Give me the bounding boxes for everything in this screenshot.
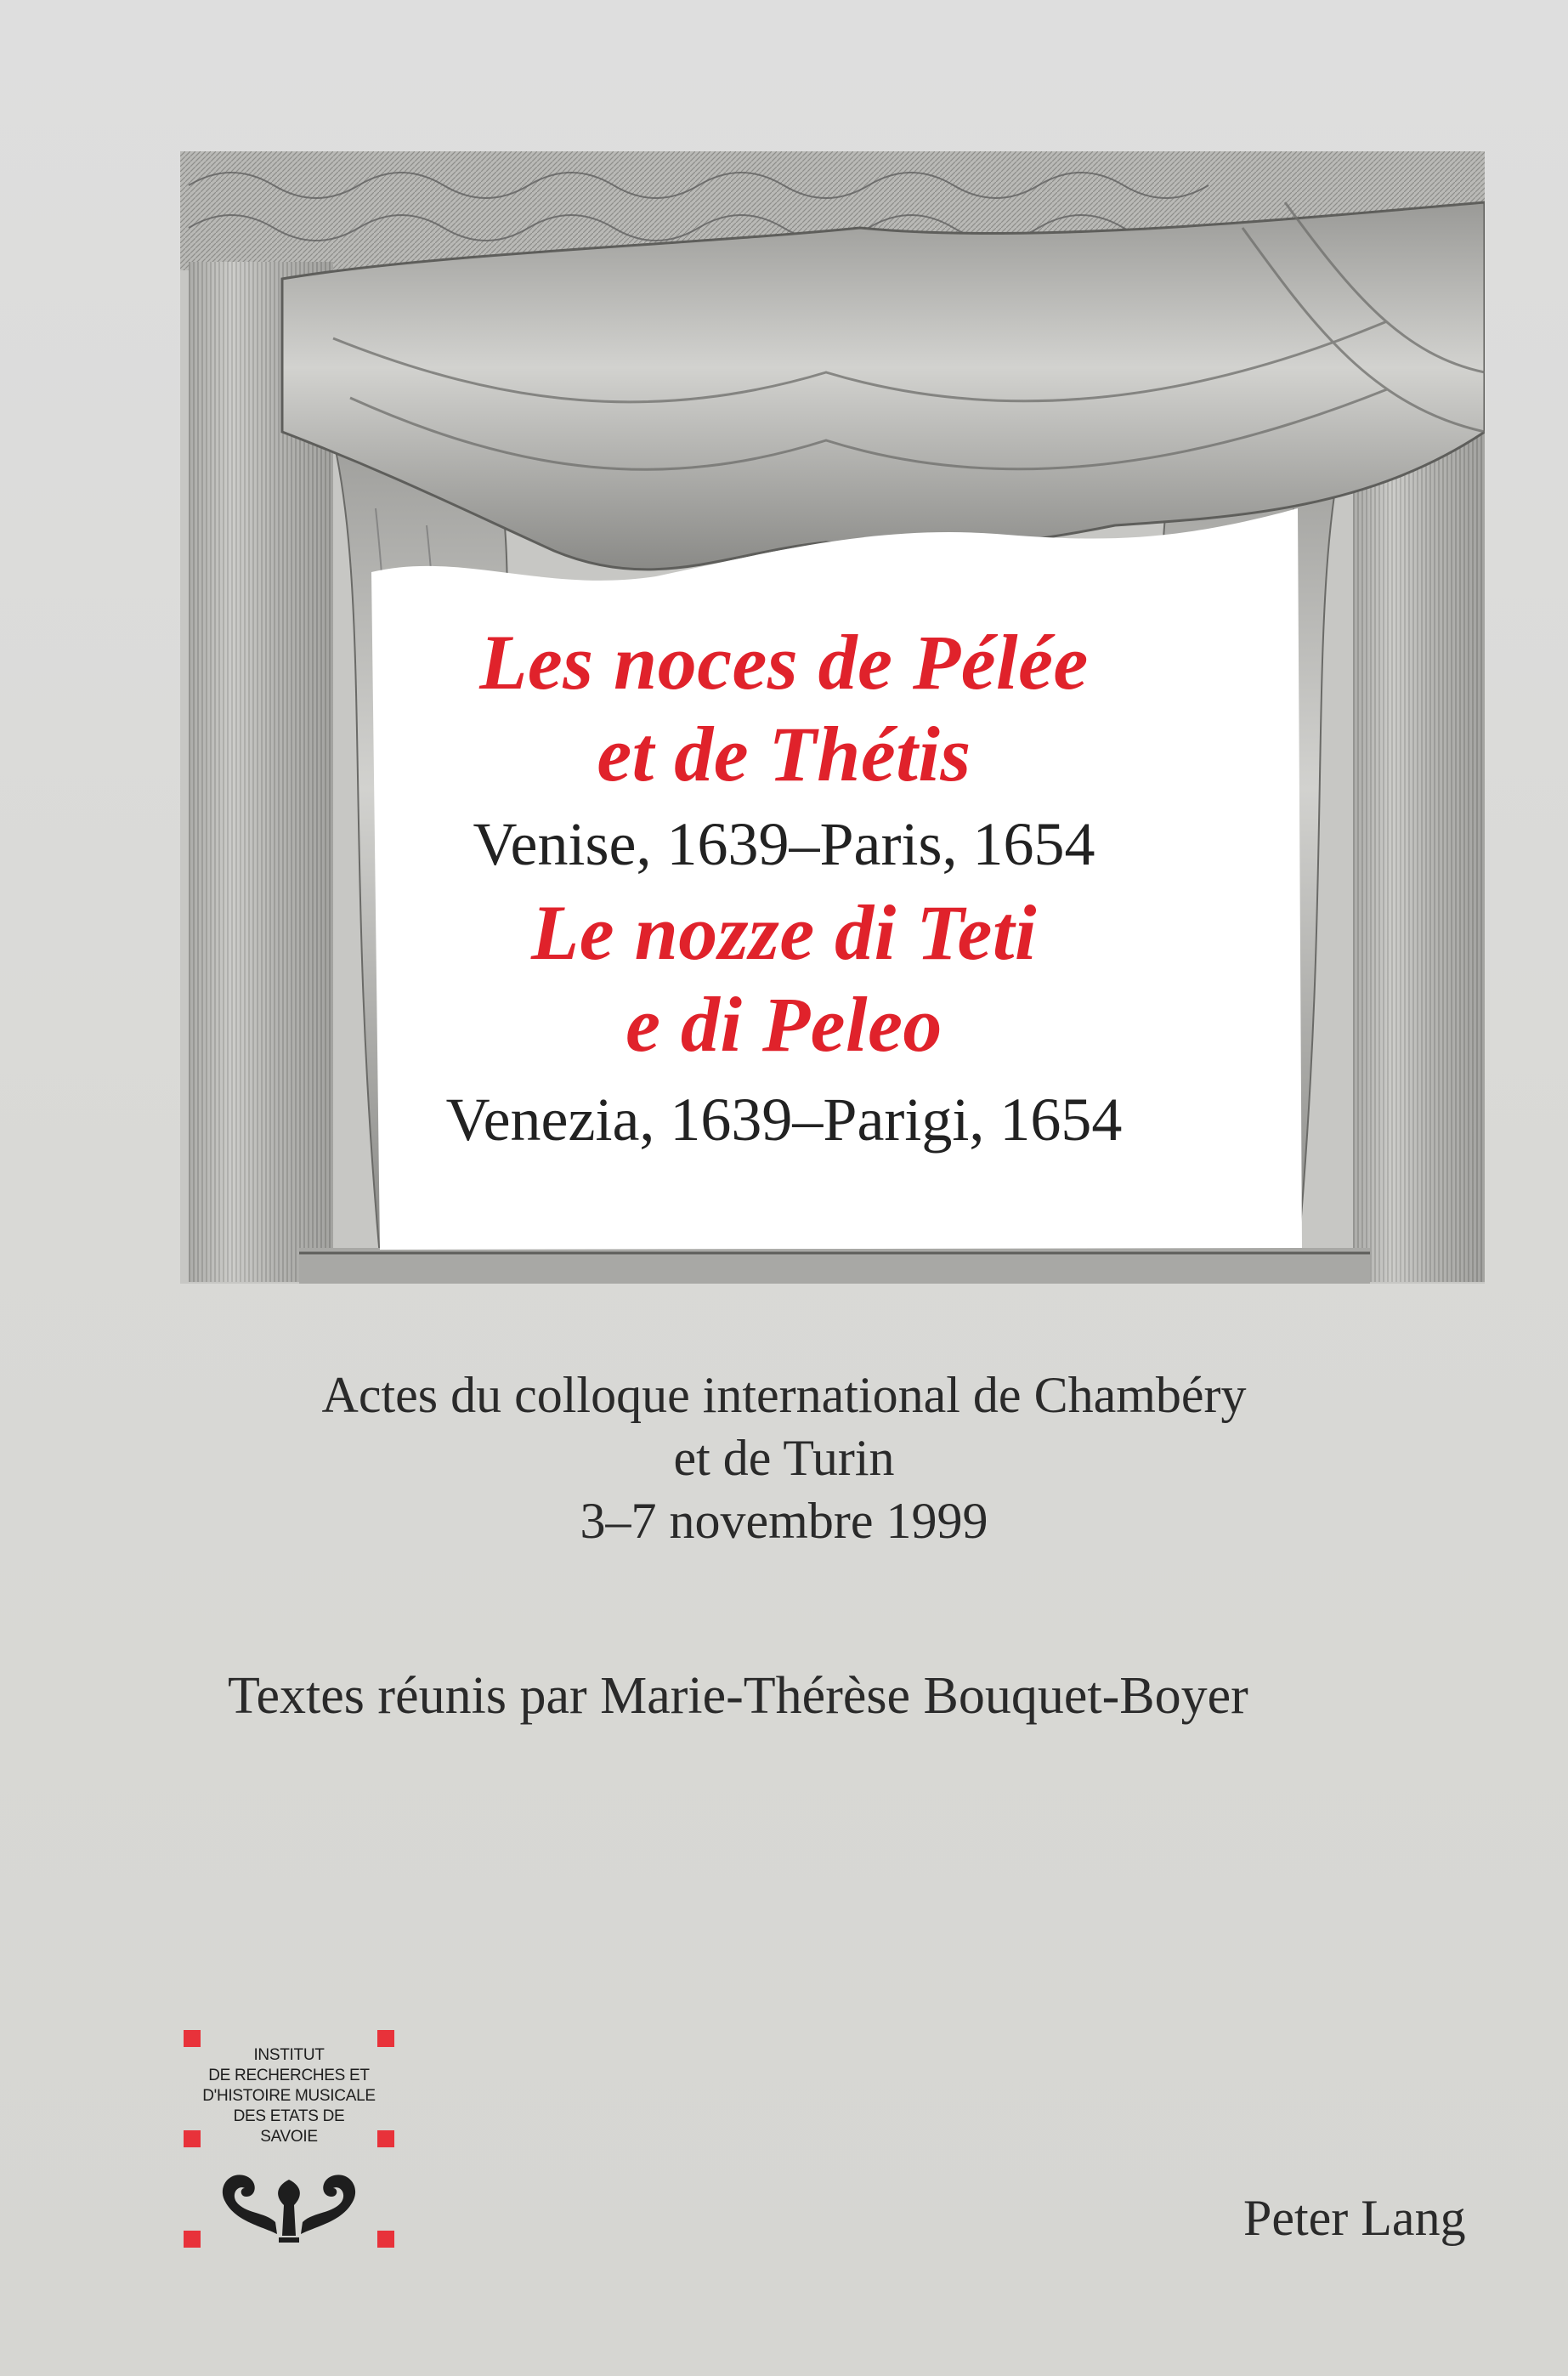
title-block [0,616,1568,1159]
institute-line1: INSTITUT [253,2046,325,2064]
institute-logo [175,2030,403,2248]
publisher-name: Peter Lang [1243,2190,1466,2246]
title-italian-line1: Le nozze di Teti [531,889,1037,976]
institute-line4: DES ETATS DE [233,2107,345,2125]
proceedings-line1: Actes du colloque international de Chambéry [321,1367,1247,1423]
place-italian: Venezia, 1639–Parigi, 1654 [445,1086,1123,1154]
title-french-line2: et de Thétis [597,711,971,797]
title-french-line1: Les noces de Pélée [479,619,1089,706]
place-french: Venise, 1639–Paris, 1654 [473,810,1095,878]
institute-line5: SAVOIE [260,2128,318,2146]
proceedings-dates: 3–7 novembre 1999 [580,1493,988,1549]
institute-line2: DE RECHERCHES ET [208,2067,370,2084]
editor-credit: Textes réunis par Marie-Thérèse Bouquet-Boyer [228,1667,1248,1725]
institute-line3: D'HISTOIRE MUSICALE [202,2087,376,2105]
proceedings-block [0,1364,1568,1552]
proceedings-line2: et de Turin [673,1430,895,1486]
acanthus-ornament-icon [175,2030,403,2248]
title-italian-line2: e di Peleo [626,981,942,1068]
